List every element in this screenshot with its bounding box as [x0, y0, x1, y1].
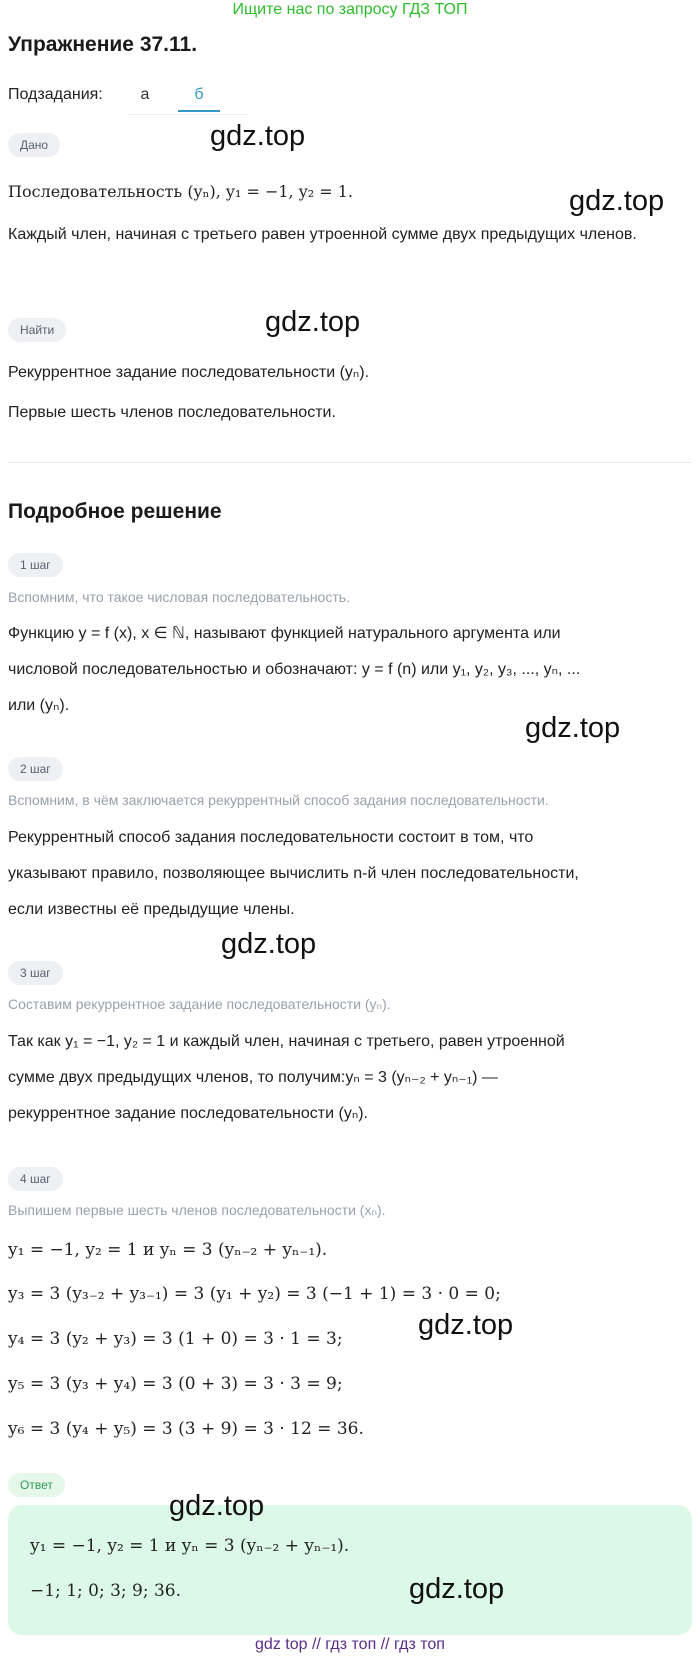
step-2-line-2: указывают правило, позволяющее вычислить n-й член последовательности, [8, 865, 579, 882]
find-line-2: Первые шесть членов последовательности. [8, 404, 336, 421]
tab-subtask-a[interactable]: а [140, 86, 150, 103]
watermark: gdz.top [418, 1309, 514, 1341]
step-3-line-1: Так как y₁ = −1, y₂ = 1 и каждый член, начиная с третьего, равен утроенной [8, 1033, 565, 1050]
step-4-equation-5: y₆ = 3 (y₄ + y₅) = 3 (3 + 9) = 3 · 12 = 36. [8, 1419, 364, 1439]
answer-box [8, 1505, 692, 1635]
given-line-2: Каждый член, начиная с третьего равен утроенной сумме двух предыдущих членов. [8, 226, 637, 243]
step-1-hint: Вспомним, что такое числовая последовательность. [8, 589, 350, 605]
step-2-line-1: Рекуррентный способ задания последовательности состоит в том, что [8, 829, 534, 846]
step-2-line-3: если известны её предыдущие члены. [8, 901, 295, 918]
find-line-1: Рекуррентное задание последовательности (yₙ). [8, 364, 370, 381]
footer-links[interactable]: gdz top // гдз топ // гдз топ [255, 1636, 445, 1653]
step-4-equation-2: y₃ = 3 (y₃₋₂ + y₃₋₁) = 3 (y₁ + y₂) = 3 (−1 + 1) = 3 · 0 = 0; [8, 1284, 501, 1304]
step-2-badge: 2 шаг [8, 757, 63, 781]
step-4-badge: 4 шаг [8, 1167, 63, 1191]
solution-heading: Подробное решение [8, 500, 222, 523]
step-1-line-2: числовой последовательностью и обозначают: y = f (n) или y₁, y₂, y₃, ..., yₙ, ... [8, 661, 581, 678]
find-badge: Найти [8, 318, 66, 342]
given-badge: Дано [8, 133, 60, 157]
section-divider [8, 462, 692, 463]
step-1-line-1: Функцию y = f (x), x ∈ ℕ, называют функцией натурального аргумента или [8, 625, 561, 642]
step-3-badge: 3 шаг [8, 961, 63, 985]
step-1-line-3: или (yₙ). [8, 697, 70, 714]
search-banner: Ищите нас по запросу ГДЗ ТОП [232, 1, 468, 18]
tab-subtask-b[interactable]: б [178, 84, 220, 112]
given-line-1: Последовательность (yₙ), y₁ = −1, y₂ = 1. [8, 182, 354, 201]
tabs-underline [128, 114, 248, 115]
answer-line-2: −1; 1; 0; 3; 9; 36. [30, 1581, 182, 1601]
watermark: gdz.top [409, 1573, 505, 1605]
step-4-hint: Выпишем первые шесть членов последовательности (xₙ). [8, 1202, 386, 1218]
answer-line-1: y₁ = −1, y₂ = 1 и yₙ = 3 (yₙ₋₂ + yₙ₋₁). [30, 1536, 350, 1556]
watermark: gdz.top [265, 306, 361, 338]
step-3-line-2: сумме двух предыдущих членов, то получим:yₙ = 3 (yₙ₋₂ + yₙ₋₁) — [8, 1069, 498, 1086]
step-3-hint: Составим рекуррентное задание последовательности (yₙ). [8, 996, 391, 1012]
watermark: gdz.top [169, 1490, 265, 1522]
step-1-badge: 1 шаг [8, 553, 63, 577]
watermark: gdz.top [221, 928, 317, 960]
step-4-equation-3: y₄ = 3 (y₂ + y₃) = 3 (1 + 0) = 3 · 1 = 3; [8, 1329, 343, 1349]
page-title: Упражнение 37.11. [8, 33, 198, 56]
watermark: gdz.top [525, 712, 621, 744]
step-3-line-3: рекуррентное задание последовательности (yₙ). [8, 1105, 368, 1122]
answer-badge: Ответ [8, 1473, 65, 1497]
watermark: gdz.top [569, 185, 665, 217]
subtasks-label: Подзадания: [8, 86, 103, 103]
watermark: gdz.top [210, 120, 306, 152]
step-4-equation-4: y₅ = 3 (y₃ + y₄) = 3 (0 + 3) = 3 · 3 = 9; [8, 1374, 343, 1394]
step-2-hint: Вспомним, в чём заключается рекуррентный способ задания последовательности. [8, 792, 549, 808]
step-4-equation-1: y₁ = −1, y₂ = 1 и yₙ = 3 (yₙ₋₂ + yₙ₋₁). [8, 1240, 328, 1260]
